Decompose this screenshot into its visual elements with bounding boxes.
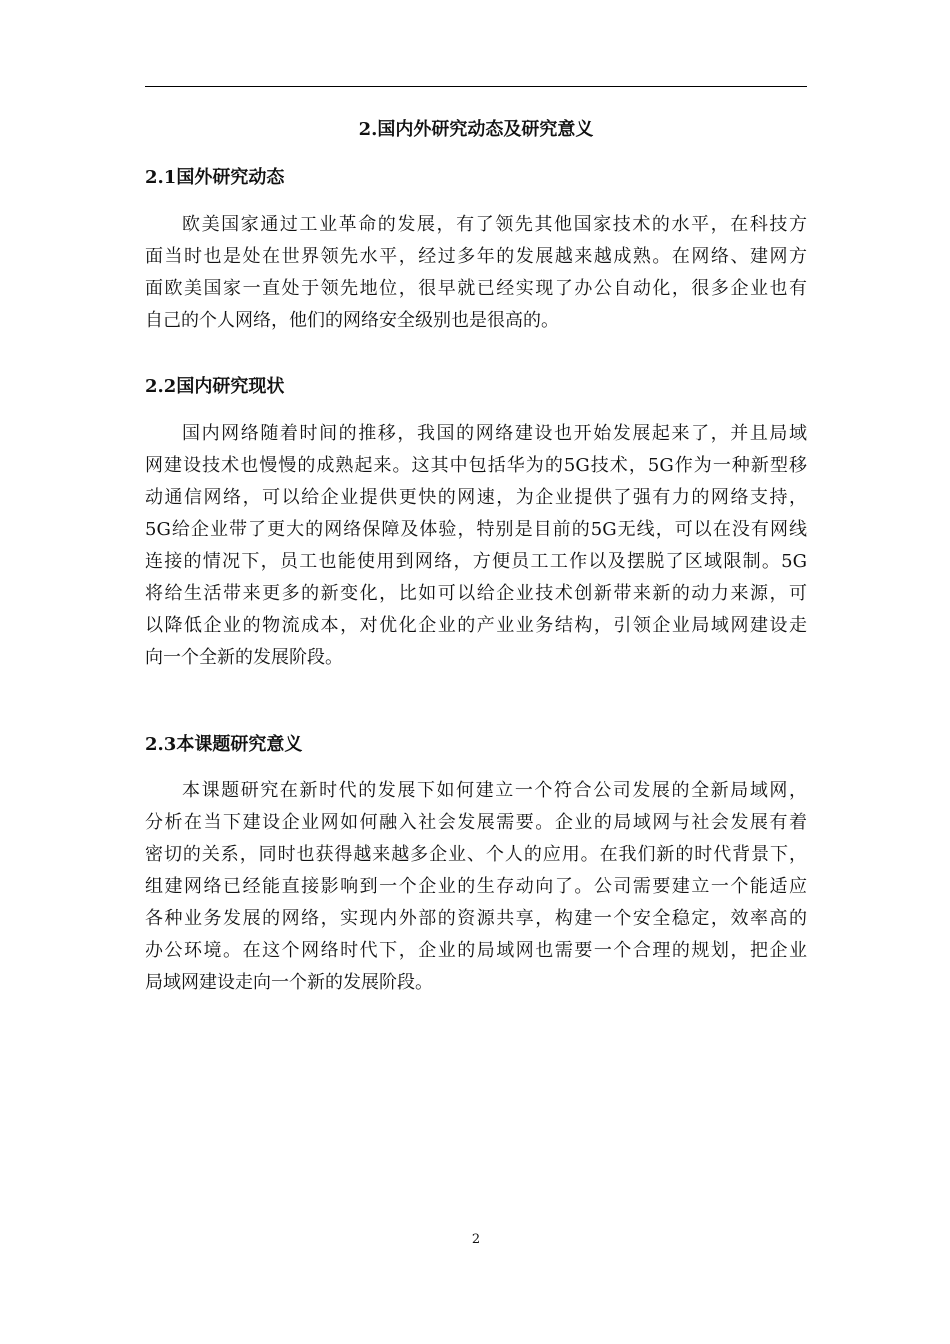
- header-rule: [145, 86, 807, 87]
- paragraph-line: 局域网建设走向一个新的发展阶段。: [145, 972, 433, 993]
- paragraph-line: 本课题研究在新时代的发展下如何建立一个符合公司发展的全新局域网，: [182, 780, 807, 801]
- paragraph-line: 自己的个人网络，他们的网络安全级别也是很高的。: [145, 310, 559, 331]
- paragraph-line: 5G给企业带了更大的网络保障及体验，特别是目前的5G无线，可以在没有网线: [145, 519, 807, 540]
- paragraph-line: 以降低企业的物流成本，对优化企业的产业业务结构，引领企业局域网建设走: [145, 615, 807, 636]
- paragraph-foreign-research: [145, 209, 807, 337]
- paragraph-line: 面当时也是处在世界领先水平，经过多年的发展越来越成熟。在网络、建网方: [145, 246, 807, 267]
- paragraph-line: 各种业务发展的网络，实现内外部的资源共享，构建一个安全稳定，效率高的: [145, 908, 807, 929]
- paragraph-line: 面欧美国家一直处于领先地位，很早就已经实现了办公自动化，很多企业也有: [145, 278, 807, 299]
- page-number: 2: [471, 1232, 481, 1247]
- page-title: 2.国内外研究动态及研究意义: [358, 119, 594, 140]
- paragraph-line: 动通信网络，可以给企业提供更快的网速，为企业提供了强有力的网络支持，: [145, 487, 807, 508]
- paragraph-line: 组建网络已经能直接影响到一个企业的生存动向了。公司需要建立一个能适应: [145, 876, 807, 897]
- section-heading-2-1: 2.1国外研究动态: [145, 167, 285, 188]
- paragraph-line: 欧美国家通过工业革命的发展，有了领先其他国家技术的水平，在科技方: [182, 214, 807, 235]
- section-heading-2-3: 2.3本课题研究意义: [145, 734, 303, 755]
- section-heading-2-2: 2.2国内研究现状: [145, 376, 285, 397]
- paragraph-line: 分析在当下建设企业网如何融入社会发展需要。企业的局域网与社会发展有着: [145, 812, 807, 833]
- paragraph-domestic-research: [145, 418, 807, 674]
- paragraph-line: 向一个全新的发展阶段。: [145, 647, 343, 668]
- paragraph-line: 国内网络随着时间的推移，我国的网络建设也开始发展起来了，并且局域: [182, 423, 807, 444]
- paragraph-line: 连接的情况下，员工也能使用到网络，方便员工工作以及摆脱了区域限制。5G: [145, 551, 807, 572]
- paragraph-line: 将给生活带来更多的新变化，比如可以给企业技术创新带来新的动力来源，可: [145, 583, 807, 604]
- paragraph-line: 密切的关系，同时也获得越来越多企业、个人的应用。在我们新的时代背景下，: [145, 844, 807, 865]
- paragraph-line: 网建设技术也慢慢的成熟起来。这其中包括华为的5G技术，5G作为一种新型移: [145, 455, 807, 476]
- paragraph-line: 办公环境。在这个网络时代下，企业的局域网也需要一个合理的规划，把企业: [145, 940, 807, 961]
- paragraph-research-significance: [145, 775, 807, 999]
